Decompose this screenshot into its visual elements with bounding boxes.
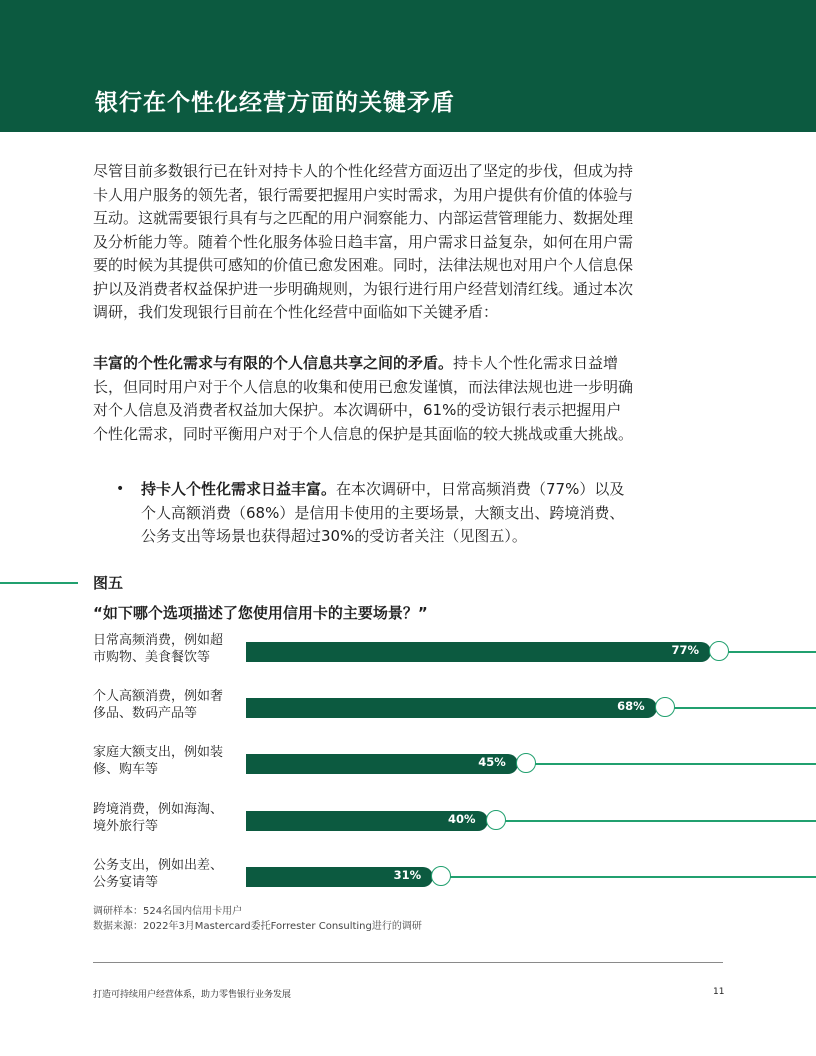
- bar-category-label: [93, 744, 241, 778]
- footer-text: 打造可持续用户经营体系，助力零售银行业务发展: [93, 990, 292, 1000]
- bar-category-label-line: 日常高频消费，例如超: [93, 633, 224, 648]
- bar-row: [0, 857, 816, 901]
- bullet-item: [118, 478, 638, 549]
- page-header: [0, 0, 816, 132]
- bar-category-label-line: 跨境消费，例如海淘、: [93, 802, 224, 817]
- figure-question: “如下哪个选项描述了您使用信用卡的主要场景？”: [93, 604, 428, 622]
- section-lead-text: 持卡人个性化需求日益增长，但同时用户对于个人信息的收集和使用已愈发谨慎，而法律法规也进一步明确对个人信息及消费者权益加大保护。本次调研中，61%的受访银行表示把握用户个性化需求，同时平衡用户对于个人信息的保护是其面临的较大挑战或重大挑战。: [93, 354, 634, 443]
- bar-category-label-line: 境外旅行等: [93, 819, 159, 834]
- section-lead-bold: 丰富的个性化需求与有限的个人信息共享之间的矛盾。: [93, 354, 454, 372]
- section-paragraph: [93, 352, 635, 446]
- bar-end-cap: [655, 697, 675, 717]
- bar-row: [0, 744, 816, 788]
- bullet-body: 在本次调研中，日常高频消费（77%）以及个人高额消费（68%）是信用卡使用的主要场景，大额支出、跨境消费、公务支出等场景也获得超过30%的受访者关注（见图五）。: [141, 480, 625, 545]
- sample-note: 调研样本：524名国内信用卡用户: [93, 906, 243, 917]
- bar-value-label: 68%: [617, 699, 645, 713]
- bar-category-label-line: 家庭大额支出，例如装: [93, 745, 224, 760]
- bullet-dot-icon: •: [116, 481, 125, 497]
- bar-value-label: 40%: [448, 812, 476, 826]
- bar-category-label-line: 修、购车等: [93, 762, 159, 777]
- figure-notes: [93, 904, 422, 934]
- bar-end-cap: [486, 810, 506, 830]
- bar-category-label-line: 个人高额消费，例如奢: [93, 689, 224, 704]
- bar-value-label: 77%: [671, 643, 699, 657]
- intro-paragraph: 尽管目前多数银行已在针对持卡人的个性化经营方面迈出了坚定的步伐，但成为持卡人用户服务的领先者，银行需要把握用户实时需求，为用户提供有价值的体验与互动。这就需要银行具有与之匹配的用户洞察能力、内部运营管理能力、数据处理及分析能力等。随着个性化服务体验日趋丰富，用户需求日益复杂，如何在用户需要的时候为其提供可感知的价值已愈发困难。同时，法律法规也对用户个人信息保护以及消费者权益保护进一步明确规则，为银行进行用户经营划清红线。通过本次调研，我们发现银行目前在个性化经营中面临如下关键矛盾：: [93, 162, 634, 321]
- bar-end-cap: [431, 866, 451, 886]
- bar-category-label-line: 市购物、美食餐饮等: [93, 650, 211, 665]
- bar-category-label: [93, 632, 241, 666]
- figure-label: 图五: [93, 574, 124, 592]
- bar-row: [0, 688, 816, 732]
- bullet-bold: 持卡人个性化需求日益丰富。: [141, 480, 337, 498]
- bar-end-cap: [709, 641, 729, 661]
- bar-category-label: [93, 688, 241, 722]
- page-title: 银行在个性化经营方面的关键矛盾: [95, 90, 455, 116]
- bar-row: [0, 801, 816, 845]
- bar-category-label: [93, 857, 241, 891]
- bar-end-cap: [516, 753, 536, 773]
- figure-accent-rule: [0, 582, 78, 584]
- source-note: 数据来源：2022年3月Mastercard委托Forrester Consulting进行的调研: [93, 921, 422, 932]
- bar-category-label-line: 公务宴请等: [93, 875, 159, 890]
- bar-value-label: 45%: [478, 755, 506, 769]
- bar-row: [0, 632, 816, 676]
- bar-category-label-line: 公务支出，例如出差、: [93, 858, 224, 873]
- bullet-text: [141, 478, 638, 549]
- bar-category-label-line: 侈品、数码产品等: [93, 706, 198, 721]
- footer-rule: [93, 962, 723, 963]
- bar-category-label: [93, 801, 241, 835]
- page-number: 11: [713, 987, 725, 997]
- bar-value-label: 31%: [393, 868, 422, 882]
